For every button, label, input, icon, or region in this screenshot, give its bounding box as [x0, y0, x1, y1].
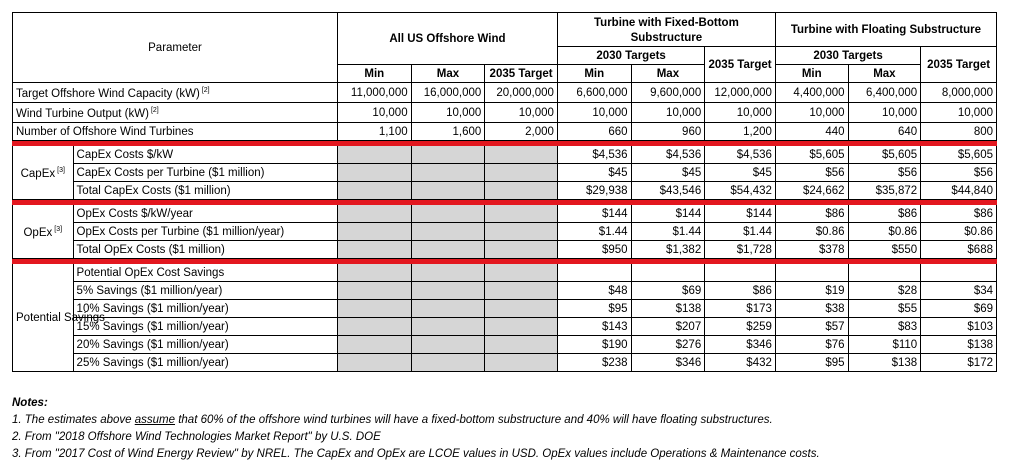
value-cell: 1,100 [337, 123, 411, 141]
table-row [13, 318, 997, 336]
value-cell: $144 [705, 205, 776, 223]
note-1-text-end: that 60% of the offshore wind turbines will have a fixed-bottom substructure and 40% will have floating substructures. [175, 414, 773, 426]
blank-cell [485, 264, 558, 282]
max-header: Max [411, 65, 485, 83]
row-label: OpEx Costs $/kW/year [73, 205, 337, 223]
blank-cell [337, 205, 411, 223]
max-header: Max [848, 65, 921, 83]
targets-2030-header: 2030 Targets [557, 47, 704, 65]
row-label: 5% Savings ($1 million/year) [73, 282, 337, 300]
value-cell: 1,200 [705, 123, 776, 141]
table-row [13, 264, 997, 282]
value-cell: $144 [631, 205, 705, 223]
row-label-text: Number of Offshore Wind Turbines [16, 125, 194, 138]
row-label: CapEx Costs per Turbine ($1 million) [73, 164, 337, 182]
blank-cell [337, 336, 411, 354]
value-cell: 20,000,000 [485, 83, 558, 103]
note-3: 3. From "2017 Cost of Wind Energy Review" by NREL. The CapEx and OpEx are LCOE values in USD. OpEx values include Operations & Maintenance costs. [12, 448, 820, 460]
value-cell: $276 [631, 336, 705, 354]
value-cell: 10,000 [411, 103, 485, 123]
value-cell: $1.44 [705, 223, 776, 241]
blank-cell [485, 205, 558, 223]
value-cell: $144 [557, 205, 631, 223]
savings-group-label [13, 264, 105, 372]
value-cell: $5,605 [848, 146, 921, 164]
value-cell: 11,000,000 [337, 83, 411, 103]
value-cell: 9,600,000 [631, 83, 705, 103]
row-label: 25% Savings ($1 million/year) [73, 354, 337, 372]
blank-cell [337, 354, 411, 372]
table-row [13, 103, 997, 123]
min-header: Min [337, 65, 411, 83]
value-cell: $38 [775, 300, 848, 318]
table-row [13, 83, 997, 103]
value-cell: $1,382 [631, 241, 705, 259]
row-label: Potential OpEx Cost Savings [73, 264, 337, 282]
value-cell: $43,546 [631, 182, 705, 200]
value-cell: $950 [557, 241, 631, 259]
value-cell: $4,536 [557, 146, 631, 164]
blank-cell [485, 318, 558, 336]
blank-cell [337, 300, 411, 318]
row-label: 20% Savings ($1 million/year) [73, 336, 337, 354]
blank-cell [411, 318, 485, 336]
value-cell: $45 [705, 164, 776, 182]
value-cell: $29,938 [557, 182, 631, 200]
value-cell: 10,000 [775, 103, 848, 123]
value-cell: $103 [921, 318, 997, 336]
value-cell: $1,728 [705, 241, 776, 259]
value-cell: $56 [775, 164, 848, 182]
value-cell: $95 [557, 300, 631, 318]
note-1-text: 1. The estimates above [12, 414, 135, 426]
blank-cell [337, 264, 411, 282]
value-cell: $4,536 [631, 146, 705, 164]
blank-cell [411, 282, 485, 300]
capex-group-label [13, 146, 74, 200]
blank-cell [337, 182, 411, 200]
value-cell: $172 [921, 354, 997, 372]
value-cell: $550 [848, 241, 921, 259]
table-row [13, 241, 997, 259]
blank-cell [411, 164, 485, 182]
footnote-ref: [2] [201, 87, 210, 94]
value-cell: $69 [921, 300, 997, 318]
value-cell [631, 264, 705, 282]
value-cell: 6,400,000 [848, 83, 921, 103]
value-cell: 960 [631, 123, 705, 141]
table-row [13, 354, 997, 372]
group-header-floating: Turbine with Floating Substructure [775, 13, 996, 47]
row-label [13, 83, 338, 103]
footnote-ref: [3] [57, 167, 65, 174]
row-label: 10% Savings ($1 million/year) [73, 300, 337, 318]
value-cell: $143 [557, 318, 631, 336]
value-cell: $86 [921, 205, 997, 223]
value-cell: $346 [705, 336, 776, 354]
value-cell: $1.44 [557, 223, 631, 241]
value-cell: $83 [848, 318, 921, 336]
value-cell: $110 [848, 336, 921, 354]
footnote-ref: [2] [150, 107, 159, 114]
value-cell: $45 [631, 164, 705, 182]
table-row [13, 336, 997, 354]
value-cell: 640 [848, 123, 921, 141]
row-label: Total OpEx Costs ($1 million) [73, 241, 337, 259]
target-2035-header: 2035 Target [485, 65, 558, 83]
row-label: CapEx Costs $/kW [73, 146, 337, 164]
targets-2030-header: 2030 Targets [775, 47, 920, 65]
value-cell: $138 [631, 300, 705, 318]
value-cell: 6,600,000 [557, 83, 631, 103]
cost-table [12, 12, 997, 372]
value-cell: $86 [775, 205, 848, 223]
blank-cell [411, 241, 485, 259]
blank-cell [337, 282, 411, 300]
value-cell: $86 [848, 205, 921, 223]
notes-title: Notes: [12, 397, 48, 409]
blank-cell [337, 146, 411, 164]
blank-cell [411, 205, 485, 223]
value-cell: $4,536 [705, 146, 776, 164]
value-cell [705, 264, 776, 282]
row-label-text: Target Offshore Wind Capacity (kW) [16, 88, 200, 100]
value-cell: 440 [775, 123, 848, 141]
table-row [13, 300, 997, 318]
parameter-header: Parameter [13, 13, 338, 83]
blank-cell [411, 300, 485, 318]
table-row [13, 223, 997, 241]
value-cell: $138 [848, 354, 921, 372]
value-cell: $54,432 [705, 182, 776, 200]
blank-cell [411, 336, 485, 354]
value-cell: 10,000 [337, 103, 411, 123]
blank-cell [485, 182, 558, 200]
value-cell: $378 [775, 241, 848, 259]
value-cell: $55 [848, 300, 921, 318]
blank-cell [411, 264, 485, 282]
savings-group-text: Potential Savings [16, 311, 105, 324]
value-cell: $0.86 [848, 223, 921, 241]
blank-cell [411, 182, 485, 200]
group-header-all-us: All US Offshore Wind [337, 13, 557, 65]
value-cell: 10,000 [921, 103, 997, 123]
value-cell: $5,605 [775, 146, 848, 164]
opex-group-text: OpEx [23, 227, 53, 239]
blank-cell [411, 354, 485, 372]
value-cell: $173 [705, 300, 776, 318]
blank-cell [485, 164, 558, 182]
min-header: Min [775, 65, 848, 83]
value-cell: $44,840 [921, 182, 997, 200]
value-cell: 10,000 [848, 103, 921, 123]
value-cell: $207 [631, 318, 705, 336]
blank-cell [485, 354, 558, 372]
value-cell: $0.86 [921, 223, 997, 241]
blank-cell [337, 164, 411, 182]
capex-group-text: CapEx [20, 168, 56, 180]
value-cell: 800 [921, 123, 997, 141]
value-cell: $48 [557, 282, 631, 300]
value-cell: 8,000,000 [921, 83, 997, 103]
row-label: Total CapEx Costs ($1 million) [73, 182, 337, 200]
value-cell: 10,000 [631, 103, 705, 123]
blank-cell [485, 223, 558, 241]
value-cell: $19 [775, 282, 848, 300]
value-cell: $5,605 [921, 146, 997, 164]
value-cell: $432 [705, 354, 776, 372]
table-row [13, 164, 997, 182]
table-row [13, 182, 997, 200]
blank-cell [411, 223, 485, 241]
target-2035-header: 2035 Target [921, 47, 997, 83]
value-cell: $259 [705, 318, 776, 336]
table-row [13, 205, 997, 223]
value-cell: 10,000 [557, 103, 631, 123]
value-cell: $69 [631, 282, 705, 300]
max-header: Max [631, 65, 705, 83]
blank-cell [337, 318, 411, 336]
value-cell: $24,662 [775, 182, 848, 200]
value-cell: $56 [921, 164, 997, 182]
blank-cell [337, 241, 411, 259]
blank-cell [485, 241, 558, 259]
row-label: OpEx Costs per Turbine ($1 million/year) [73, 223, 337, 241]
min-header: Min [557, 65, 631, 83]
value-cell: $56 [848, 164, 921, 182]
blank-cell [411, 146, 485, 164]
note-1-emphasis: assume [134, 414, 176, 426]
value-cell: 12,000,000 [705, 83, 776, 103]
value-cell: $28 [848, 282, 921, 300]
notes [12, 395, 1012, 463]
table-row [13, 123, 997, 141]
value-cell [921, 264, 997, 282]
value-cell: $95 [775, 354, 848, 372]
value-cell: $346 [631, 354, 705, 372]
value-cell: 16,000,000 [411, 83, 485, 103]
value-cell: $76 [775, 336, 848, 354]
value-cell: $238 [557, 354, 631, 372]
target-2035-header: 2035 Target [705, 47, 776, 83]
value-cell [848, 264, 921, 282]
value-cell: $35,872 [848, 182, 921, 200]
value-cell: 10,000 [485, 103, 558, 123]
blank-cell [485, 300, 558, 318]
row-label [13, 123, 338, 141]
value-cell: 2,000 [485, 123, 558, 141]
opex-group-label [13, 205, 74, 259]
table-row [13, 282, 997, 300]
value-cell: 4,400,000 [775, 83, 848, 103]
value-cell: $34 [921, 282, 997, 300]
row-label-text: Wind Turbine Output (kW) [16, 108, 149, 120]
value-cell: $688 [921, 241, 997, 259]
blank-cell [485, 146, 558, 164]
blank-cell [485, 336, 558, 354]
note-1 [12, 412, 1012, 429]
note-2: 2. From "2018 Offshore Wind Technologies Market Report" by U.S. DOE [12, 431, 381, 443]
row-label [13, 103, 338, 123]
value-cell: $86 [705, 282, 776, 300]
row-label: 15% Savings ($1 million/year) [73, 318, 337, 336]
blank-cell [485, 282, 558, 300]
value-cell: $190 [557, 336, 631, 354]
group-header-fixed: Turbine with Fixed-Bottom Substructure [557, 13, 775, 47]
footnote-ref: [3] [54, 226, 63, 233]
value-cell: $1.44 [631, 223, 705, 241]
value-cell: 660 [557, 123, 631, 141]
value-cell: $0.86 [775, 223, 848, 241]
value-cell [557, 264, 631, 282]
value-cell: 1,600 [411, 123, 485, 141]
table-row [13, 146, 997, 164]
value-cell: $57 [775, 318, 848, 336]
value-cell: $138 [921, 336, 997, 354]
value-cell: 10,000 [705, 103, 776, 123]
value-cell [775, 264, 848, 282]
blank-cell [337, 223, 411, 241]
value-cell: $45 [557, 164, 631, 182]
